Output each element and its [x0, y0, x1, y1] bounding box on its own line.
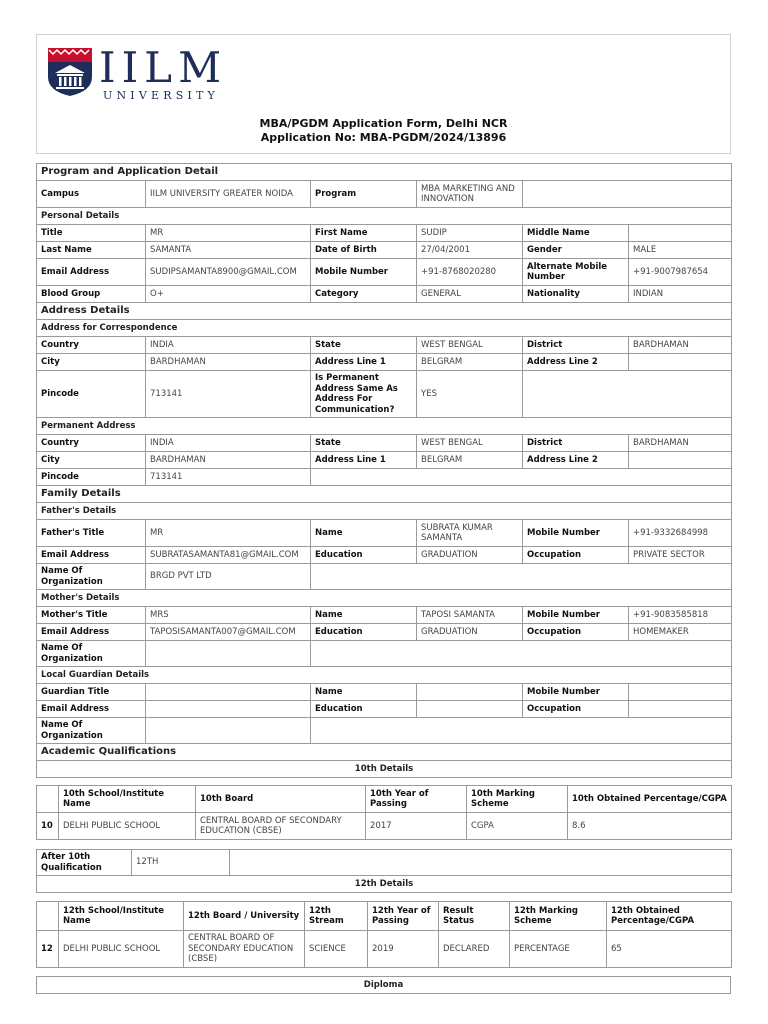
- category-label: Category: [311, 286, 417, 303]
- logo-subtitle: UNIVERSITY: [103, 89, 219, 102]
- university-crest-icon: [47, 47, 93, 97]
- father-education-value: GRADUATION: [417, 547, 523, 564]
- perm-line2-value: [629, 452, 732, 469]
- perm-district-value: BARDHAMAN: [629, 435, 732, 452]
- section-personal: Personal Details: [37, 208, 732, 225]
- row-number-header: [37, 786, 59, 813]
- mother-education-value: GRADUATION: [417, 624, 523, 641]
- table-row: [37, 813, 732, 840]
- blood-group-value: O+: [146, 286, 311, 303]
- email-label: Email Address: [37, 259, 146, 286]
- tenth-score-value: 8.6: [568, 813, 732, 840]
- corr-pincode-value: 713141: [146, 371, 311, 418]
- form-header: [36, 34, 731, 154]
- guardian-email-value: [146, 701, 311, 718]
- perm-city-value: BARDHAMAN: [146, 452, 311, 469]
- father-name-label: Name: [311, 520, 417, 547]
- father-occupation-label: Occupation: [523, 547, 629, 564]
- twelfth-year-header: 12th Year of Passing: [368, 902, 439, 931]
- permanent-heading: Permanent Address: [37, 418, 732, 435]
- twelfth-stream-value: SCIENCE: [305, 931, 368, 968]
- corr-country-value: INDIA: [146, 337, 311, 354]
- iilm-logo: [47, 43, 237, 102]
- twelfth-score-value: 65: [607, 931, 732, 968]
- first-name-value: SUDIP: [417, 225, 523, 242]
- empty-cell: [311, 469, 732, 486]
- tenth-board-value: CENTRAL BOARD OF SECONDARY EDUCATION (CBSE): [196, 813, 366, 840]
- section-academic: Academic Qualifications: [37, 744, 732, 761]
- guardian-education-label: Education: [311, 701, 417, 718]
- nationality-label: Nationality: [523, 286, 629, 303]
- father-org-label: Name Of Organization: [37, 564, 146, 590]
- campus-value: IILM UNIVERSITY GREATER NOIDA: [146, 181, 311, 208]
- empty-cell: [230, 850, 732, 876]
- same-address-value: YES: [417, 371, 523, 418]
- mother-heading: Mother's Details: [37, 590, 732, 607]
- form-title: MBA/PGDM Application Form, Delhi NCR: [259, 117, 508, 130]
- corr-pincode-label: Pincode: [37, 371, 146, 418]
- after-tenth-value: 12TH: [132, 850, 230, 876]
- gender-label: Gender: [523, 242, 629, 259]
- last-name-value: SAMANTA: [146, 242, 311, 259]
- guardian-heading: Local Guardian Details: [37, 667, 732, 684]
- twelfth-scheme-header: 12th Marking Scheme: [510, 902, 607, 931]
- father-org-value: BRGD PVT LTD: [146, 564, 311, 590]
- twelfth-status-header: Result Status: [439, 902, 510, 931]
- father-email-label: Email Address: [37, 547, 146, 564]
- father-name-value: SUBRATA KUMAR SAMANTA: [417, 520, 523, 547]
- father-mobile-value: +91-9332684998: [629, 520, 732, 547]
- twelfth-score-header: 12th Obtained Percentage/CGPA: [607, 902, 732, 931]
- perm-district-label: District: [523, 435, 629, 452]
- twelfth-year-value: 2019: [368, 931, 439, 968]
- father-title-value: MR: [146, 520, 311, 547]
- corr-state-label: State: [311, 337, 417, 354]
- tenth-details-table: [36, 785, 732, 840]
- perm-pincode-value: 713141: [146, 469, 311, 486]
- title-label: Title: [37, 225, 146, 242]
- guardian-mobile-label: Mobile Number: [523, 684, 629, 701]
- empty-cell: [311, 718, 732, 744]
- corr-state-value: WEST BENGAL: [417, 337, 523, 354]
- tenth-heading: 10th Details: [37, 761, 732, 778]
- corr-line2-value: [629, 354, 732, 371]
- mobile-value: +91-8768020280: [417, 259, 523, 286]
- diploma-heading: Diploma: [37, 977, 731, 994]
- twelfth-school-value: DELHI PUBLIC SCHOOL: [59, 931, 184, 968]
- mother-occupation-value: HOMEMAKER: [629, 624, 732, 641]
- twelfth-scheme-value: PERCENTAGE: [510, 931, 607, 968]
- tenth-school-header: 10th School/Institute Name: [59, 786, 196, 813]
- mother-mobile-value: +91-9083585818: [629, 607, 732, 624]
- perm-city-label: City: [37, 452, 146, 469]
- perm-country-value: INDIA: [146, 435, 311, 452]
- father-occupation-value: PRIVATE SECTOR: [629, 547, 732, 564]
- mother-mobile-label: Mobile Number: [523, 607, 629, 624]
- twelfth-stream-header: 12th Stream: [305, 902, 368, 931]
- twelfth-school-header: 12th School/Institute Name: [59, 902, 184, 931]
- middle-name-value: [629, 225, 732, 242]
- email-value: SUDIPSAMANTA8900@GMAIL.COM: [146, 259, 311, 286]
- empty-cell: [311, 564, 732, 590]
- after-tenth-table: [36, 849, 732, 893]
- nationality-value: INDIAN: [629, 286, 732, 303]
- twelfth-details-table: [36, 901, 732, 968]
- perm-line2-label: Address Line 2: [523, 452, 629, 469]
- guardian-occupation-value: [629, 701, 732, 718]
- alt-mobile-value: +91-9007987654: [629, 259, 732, 286]
- last-name-label: Last Name: [37, 242, 146, 259]
- diploma-table: [36, 976, 731, 994]
- father-title-label: Father's Title: [37, 520, 146, 547]
- tenth-school-value: DELHI PUBLIC SCHOOL: [59, 813, 196, 840]
- corr-line2-label: Address Line 2: [523, 354, 629, 371]
- category-value: GENERAL: [417, 286, 523, 303]
- tenth-board-header: 10th Board: [196, 786, 366, 813]
- tenth-year-header: 10th Year of Passing: [366, 786, 467, 813]
- section-address: Address Details: [37, 303, 732, 320]
- corr-city-value: BARDHAMAN: [146, 354, 311, 371]
- twelfth-status-value: DECLARED: [439, 931, 510, 968]
- section-family: Family Details: [37, 486, 732, 503]
- tenth-score-header: 10th Obtained Percentage/CGPA: [568, 786, 732, 813]
- corr-country-label: Country: [37, 337, 146, 354]
- perm-pincode-label: Pincode: [37, 469, 146, 486]
- logo-wordmark: IILM: [99, 43, 228, 92]
- mother-org-value: [146, 641, 311, 667]
- correspondence-heading: Address for Correspondence: [37, 320, 732, 337]
- guardian-title-value: [146, 684, 311, 701]
- twelfth-row-number: 12: [37, 931, 59, 968]
- mother-education-label: Education: [311, 624, 417, 641]
- guardian-title-label: Guardian Title: [37, 684, 146, 701]
- mother-title-value: MRS: [146, 607, 311, 624]
- dob-label: Date of Birth: [311, 242, 417, 259]
- program-value: MBA MARKETING AND INNOVATION: [417, 181, 523, 208]
- perm-country-label: Country: [37, 435, 146, 452]
- section-program: Program and Application Detail: [37, 164, 732, 181]
- twelfth-heading: 12th Details: [37, 876, 732, 893]
- dob-value: 27/04/2001: [417, 242, 523, 259]
- father-mobile-label: Mobile Number: [523, 520, 629, 547]
- perm-state-label: State: [311, 435, 417, 452]
- guardian-education-value: [417, 701, 523, 718]
- twelfth-board-header: 12th Board / University: [184, 902, 305, 931]
- guardian-email-label: Email Address: [37, 701, 146, 718]
- same-address-label: Is Permanent Address Same As Address For Communication?: [311, 371, 417, 418]
- guardian-mobile-value: [629, 684, 732, 701]
- application-details-table: [36, 163, 732, 778]
- alt-mobile-label: Alternate Mobile Number: [523, 259, 629, 286]
- tenth-scheme-value: CGPA: [467, 813, 568, 840]
- corr-district-value: BARDHAMAN: [629, 337, 732, 354]
- father-email-value: SUBRATASAMANTA81@GMAIL.COM: [146, 547, 311, 564]
- mother-email-label: Email Address: [37, 624, 146, 641]
- application-number: Application No: MBA-PGDM/2024/13896: [260, 131, 507, 144]
- mother-title-label: Mother's Title: [37, 607, 146, 624]
- guardian-name-value: [417, 684, 523, 701]
- guardian-org-label: Name Of Organization: [37, 718, 146, 744]
- tenth-scheme-header: 10th Marking Scheme: [467, 786, 568, 813]
- row-number-header: [37, 902, 59, 931]
- perm-line1-value: BELGRAM: [417, 452, 523, 469]
- middle-name-label: Middle Name: [523, 225, 629, 242]
- father-heading: Father's Details: [37, 503, 732, 520]
- blood-group-label: Blood Group: [37, 286, 146, 303]
- empty-cell: [311, 641, 732, 667]
- guardian-occupation-label: Occupation: [523, 701, 629, 718]
- program-label: Program: [311, 181, 417, 208]
- mother-email-value: TAPOSISAMANTA007@GMAIL.COM: [146, 624, 311, 641]
- tenth-row-number: 10: [37, 813, 59, 840]
- corr-line1-label: Address Line 1: [311, 354, 417, 371]
- corr-district-label: District: [523, 337, 629, 354]
- perm-line1-label: Address Line 1: [311, 452, 417, 469]
- mother-name-value: TAPOSI SAMANTA: [417, 607, 523, 624]
- after-tenth-label: After 10th Qualification: [37, 850, 132, 876]
- guardian-org-value: [146, 718, 311, 744]
- corr-city-label: City: [37, 354, 146, 371]
- mobile-label: Mobile Number: [311, 259, 417, 286]
- corr-line1-value: BELGRAM: [417, 354, 523, 371]
- perm-state-value: WEST BENGAL: [417, 435, 523, 452]
- guardian-name-label: Name: [311, 684, 417, 701]
- title-value: MR: [146, 225, 311, 242]
- father-education-label: Education: [311, 547, 417, 564]
- empty-cell: [523, 181, 732, 208]
- gender-value: MALE: [629, 242, 732, 259]
- empty-cell: [523, 371, 732, 418]
- table-row: [37, 931, 732, 968]
- mother-occupation-label: Occupation: [523, 624, 629, 641]
- tenth-year-value: 2017: [366, 813, 467, 840]
- mother-name-label: Name: [311, 607, 417, 624]
- twelfth-board-value: CENTRAL BOARD OF SECONDARY EDUCATION (CBSE): [184, 931, 305, 968]
- mother-org-label: Name Of Organization: [37, 641, 146, 667]
- first-name-label: First Name: [311, 225, 417, 242]
- campus-label: Campus: [37, 181, 146, 208]
